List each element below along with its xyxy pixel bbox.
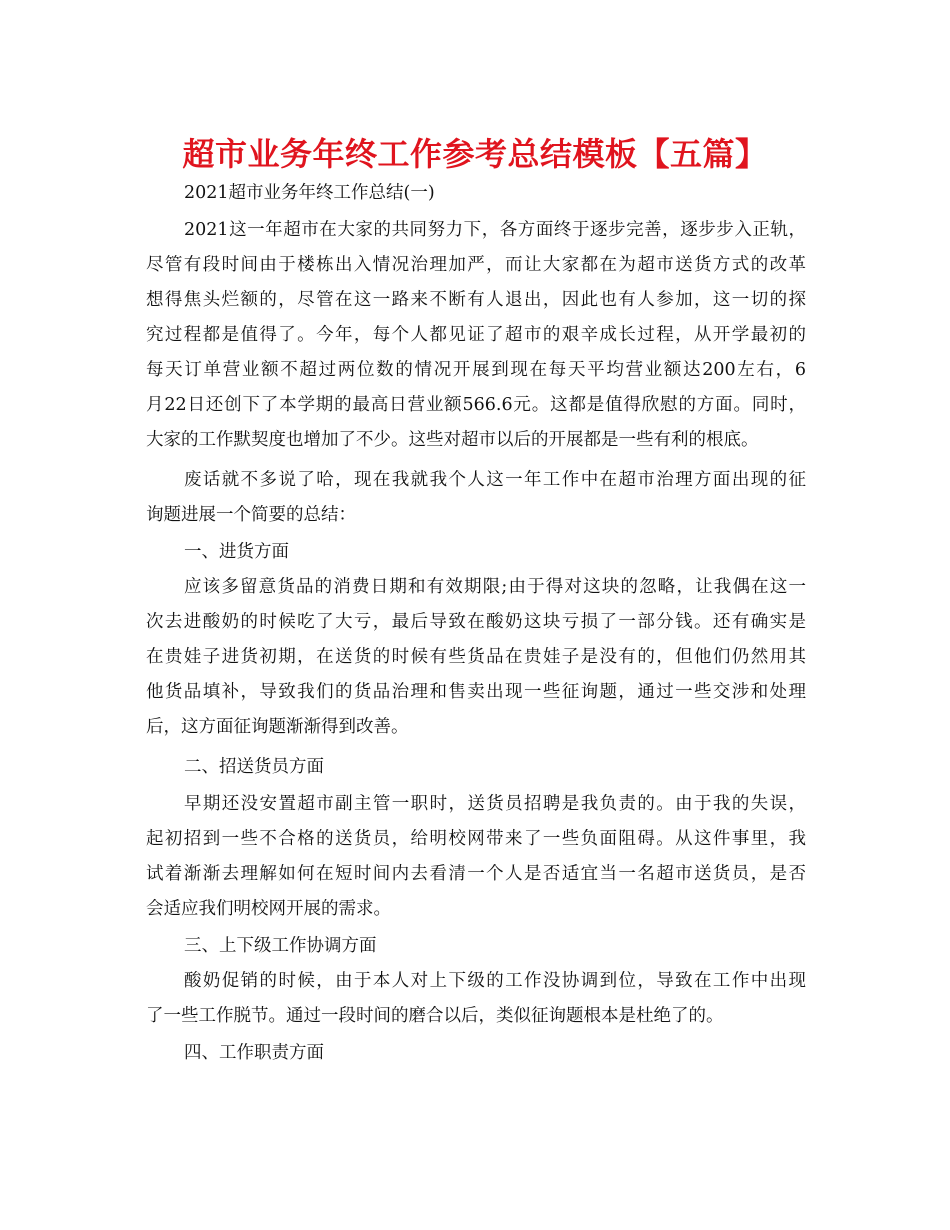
paragraph-line: 酸奶促销的时候，由于本人对上下级的工作没协调到位，导致在工作中出现 bbox=[184, 971, 806, 991]
paragraph-line: 月22日还创下了本学期的最高日营业额566.6元。这都是值得欣慰的方面。同时， bbox=[146, 395, 806, 415]
paragraph-line: 废话就不多说了哈，现在我就我个人这一年工作中在超市治理方面出现的征 bbox=[184, 470, 806, 490]
paragraph-line: 大家的工作默契度也增加了不少。这些对超市以后的开展都是一些有利的根底。 bbox=[146, 430, 759, 450]
paragraph-line: 会适应我们明校网开展的需求。 bbox=[146, 899, 391, 919]
paragraph-line: 想得焦头烂额的，尽管在这一路来不断有人退出，因此也有人参加，这一切的探 bbox=[146, 290, 806, 310]
paragraph-line: 试着渐渐去理解如何在短时间内去看清一个人是否适宜当一名超市送货员，是否 bbox=[146, 864, 806, 884]
paragraph-line: 起初招到一些不合格的送货员，给明校网带来了一些负面阻碍。从这件事里，我 bbox=[146, 829, 806, 849]
paragraph-line: 应该多留意货品的消费日期和有效期限;由于得对这块的忽略，让我偶在这一 bbox=[184, 577, 806, 597]
document-title: 超市业务年终工作参考总结模板【五篇】 bbox=[182, 135, 768, 173]
paragraph-line: 尽管有段时间由于楼栋出入情况治理加严，而让大家都在为超市送货方式的改革 bbox=[146, 255, 806, 275]
section-subtitle: 2021超市业务年终工作总结(一) bbox=[184, 183, 435, 203]
section-heading: 一、进货方面 bbox=[184, 542, 289, 562]
paragraph-line: 早期还没安置超市副主管一职时，送货员招聘是我负责的。由于我的失误， bbox=[184, 794, 806, 814]
paragraph-line: 他货品填补，导致我们的货品治理和售卖出现一些征询题，通过一些交涉和处理 bbox=[146, 682, 806, 702]
paragraph-line: 了一些工作脱节。通过一段时间的磨合以后，类似征询题根本是杜绝了的。 bbox=[146, 1006, 724, 1026]
paragraph-line: 究过程都是值得了。今年，每个人都见证了超市的艰辛成长过程，从开学最初的 bbox=[146, 325, 806, 345]
paragraph-line: 次去进酸奶的时候吃了大亏，最后导致在酸奶这块亏损了一部分钱。还有确实是 bbox=[146, 612, 806, 632]
paragraph-line: 每天订单营业额不超过两位数的情况开展到现在每天平均营业额达200左右，6 bbox=[146, 360, 806, 380]
section-heading: 四、工作职责方面 bbox=[184, 1043, 324, 1063]
section-heading: 二、招送货员方面 bbox=[184, 757, 324, 777]
paragraph-line: 询题进展一个简要的总结： bbox=[146, 505, 356, 525]
paragraph-line: 在贵娃子进货初期，在送货的时候有些货品在贵娃子是没有的，但他们仍然用其 bbox=[146, 647, 806, 667]
paragraph-line: 后，这方面征询题渐渐得到改善。 bbox=[146, 717, 409, 737]
section-heading: 三、上下级工作协调方面 bbox=[184, 936, 377, 956]
paragraph-line: 2021这一年超市在大家的共同努力下，各方面终于逐步完善，逐步步入正轨， bbox=[184, 220, 806, 240]
